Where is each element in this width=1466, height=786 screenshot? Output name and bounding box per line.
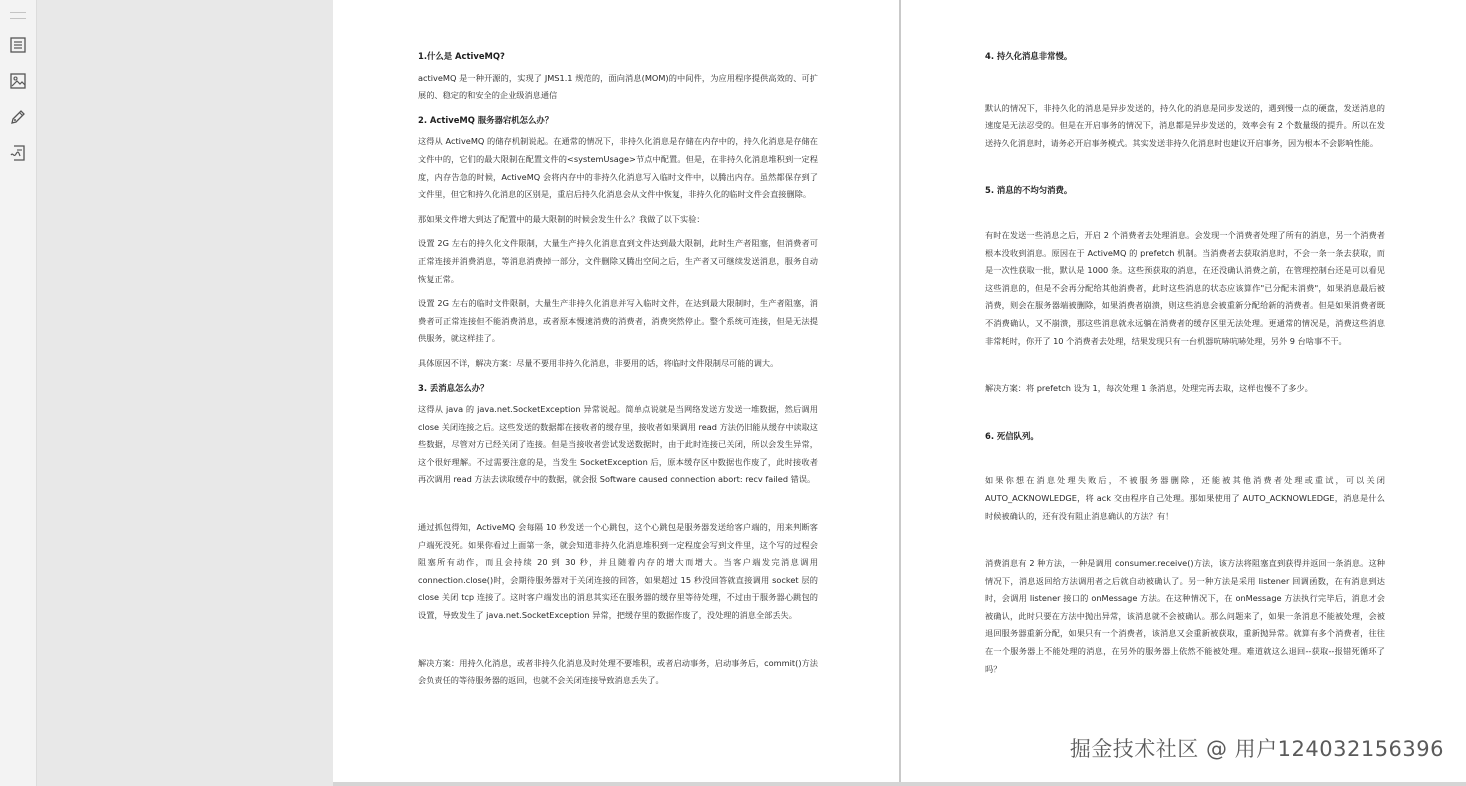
spacer — [418, 496, 818, 519]
spacer — [985, 405, 1385, 428]
section-5-title: 5. 消息的不均匀消费。 — [985, 185, 1073, 196]
section-1-title: 1.什么是 ActiveMQ? — [418, 51, 505, 61]
section-3-paragraph-3: 解决方案：用持久化消息，或者非持久化消息及时处理不要堆积，或者启动事务，启动事务后，commit()方法会负责任的等待服务器的返回，也就不会关闭连接导致消息丢失了。 — [418, 657, 818, 686]
section-2-title: 2. ActiveMQ 服务器宕机怎么办？ — [418, 114, 554, 125]
page-right-content — [985, 48, 1385, 685]
section-6-paragraph-1: 如果你想在消息处理失败后，不被服务器删除，还能被其他消费者处理或重试，可以关闭 AUTO_ACKNOWLEDGE，将 ack 交由程序自己处理。那如果使用了 AUTO_ACKNOWLEDGE，消息是什么时候被确认的，还有没有阻止消息确认的方法？有！ — [985, 475, 1385, 521]
spacer — [985, 532, 1385, 555]
document-page-right — [901, 0, 1466, 782]
spacer — [985, 159, 1385, 182]
page-left-content — [418, 48, 818, 697]
section-2-paragraph-3: 设置 2G 左右的持久化文件限制，大量生产持久化消息直到文件达到最大限制，此时生产者阻塞，但消费者可正常连接并消费消息，等消息消费掉一部分，文件删除又腾出空间之后，生产者又可继续发送消息，服务自动恢复正常。 — [418, 238, 818, 284]
spacer — [985, 449, 1385, 472]
document-page-left — [333, 0, 899, 782]
section-2-paragraph-2: 那如果文件增大到达了配置中的最大限制的时候会发生什么？我做了以下实验： — [418, 213, 705, 224]
section-2-paragraph-1: 这得从 ActiveMQ 的储存机制说起。在通常的情况下，非持久化消息是存储在内存中的，持久化消息是存储在文件中的，它们的最大限制在配置文件的<systemUsage>节点中配置。但是，在非持久化消息堆积到一定程度，内存告急的时候，ActiveMQ 会将内存中的非持久化消息写入临时文件中，以腾出内存。虽然都保存到了文件里，但它和持久化消息的区别是，重启后持久化消息会从文件中恢复，非持久化的临时文件会直接删除。 — [418, 136, 818, 200]
section-5-paragraph-1: 有时在发送一些消息之后，开启 2 个消费者去处理消息。会发现一个消费者处理了所有的消息，另一个消费者根本没收到消息。原因在于 ActiveMQ 的 prefetch 机制。当消费者去获取消息时，不会一条一条去获取，而是一次性获取一批，默认是 1000 条。这些预获取的消息，在还没确认消费之前，在管理控制台还是可以看见这些消息的，但是不会再分配给其他消费者，此时这些消息的状态应该算作"已分配未消费"，如果消息最后被消费，则会在服务器端被删除，如果消费者崩溃，则这些消息会被重新分配给新的消费者。但是如果消费者既不消费确认，又不崩溃，那这些消息就永远躺在消费者的缓存区里无法处理。更通常的情况是，消费这些消息非常耗时，你开了 10 个消费者去处理，结果发现只有一台机器吭哧吭哧处理，另外 9 台啥事不干。 — [985, 229, 1385, 346]
signature-icon[interactable] — [6, 141, 30, 165]
section-4-paragraph: 默认的情况下，非持久化的消息是异步发送的，持久化的消息是同步发送的，遇到慢一点的硬盘，发送消息的速度是无法忍受的。但是在开启事务的情况下，消息都是异步发送的，效率会有 2 个数量级的提升。所以在发送持久化消息时，请务必开启事务模式。其实发送非持久化消息时也建议开启事务，因为根本不会影响性能。 — [985, 102, 1385, 148]
image-icon[interactable] — [6, 69, 30, 93]
annotation-pen-icon[interactable] — [6, 105, 30, 129]
section-1-paragraph: activeMQ 是一种开源的，实现了 JMS1.1 规范的，面向消息(MOM)的中间件，为应用程序提供高效的、可扩展的、稳定的和安全的企业级消息通信 — [418, 72, 818, 101]
spacer — [418, 632, 818, 655]
section-6-paragraph-2: 消费消息有 2 种方法，一种是调用 consumer.receive()方法，该方法将阻塞直到获得并返回一条消息。这种情况下，消息返回给方法调用者之后就自动被确认了。另一种方法是采用 listener 回调函数，在有消息到达时，会调用 listener 接口的 onMessage 方法。在这种情况下，在 onMessage 方法执行完毕后，消息才会被确认，此时只要在方法中抛出异常，该消息就不会被确认。那么问题来了，如果一条消息不能被处理，会被退回服务器重新分配，如果只有一个消费者，该消息又会重新被获取，重新抛异常。就算有多个消费者，往往在一个服务器上不能处理的消息，在另外的服务器上依然不能被处理。难道就这么退回--获取--报错死循环了吗？ — [985, 558, 1385, 674]
section-6-title: 6. 死信队列。 — [985, 430, 1039, 441]
side-toolbar — [0, 0, 37, 786]
section-2-paragraph-4: 设置 2G 左右的临时文件限制，大量生产非持久化消息并写入临时文件，在达到最大限制时，生产者阻塞，消费者可正常连接但不能消费消息，或者原本慢速消费的消费者，消费突然停止。整个系统可连接，但是无法提供服务，就这样挂了。 — [418, 298, 818, 344]
watermark-text: 掘金技术社区 @ 用户124032156396 — [1069, 737, 1444, 761]
toolbar-grip[interactable] — [10, 12, 26, 19]
section-2-paragraph-5: 具体原因不详，解决方案：尽量不要用非持久化消息，非要用的话，将临时文件限制尽可能的调大。 — [418, 357, 779, 368]
section-5-paragraph-2: 解决方案：将 prefetch 设为 1，每次处理 1 条消息，处理完再去取，这样也慢不了多少。 — [985, 383, 1313, 394]
section-3-title: 3. 丢消息怎么办？ — [418, 382, 489, 393]
section-4-title: 4. 持久化消息非常慢。 — [985, 51, 1073, 61]
section-3-paragraph-2: 通过抓包得知，ActiveMQ 会每隔 10 秒发送一个心跳包，这个心跳包是服务器发送给客户端的，用来判断客户端死没死。如果你看过上面第一条，就会知道非持久化消息堆积到一定程度会写到文件里，这个写的过程会阻塞所有动作，而且会持续 20 到 30 秒，并且随着内存的增大而增大。当客户端发完消息调用 connection.close()时，会期待服务器对于关闭连接的回答，如果超过 15 秒没回答就直接调用 socket 层的 close 关闭 tcp 连接了。这时客户端发出的消息其实还在服务器的缓存里等待处理，不过由于服务器心跳包的设置，导致发生了 java.net.SocketException 异常，把缓存里的数据作废了，没处理的消息全部丢失。 — [418, 522, 818, 621]
outline-icon[interactable] — [6, 33, 30, 57]
viewer-bottom-edge — [333, 782, 1466, 786]
section-3-paragraph-1: 这得从 java 的 java.net.SocketException 异常说起。简单点说就是当网络发送方发送一堆数据，然后调用 close 关闭连接之后。这些发送的数据都在接收者的缓存里，接收者如果调用 read 方法仍旧能从缓存中读取这些数据，尽管对方已经关闭了连接。但是当接收者尝试发送数据时，由于此时连接已关闭，所以会发生异常，这个很好理解。不过需要注意的是，当发生 SocketException 后，原本缓存区中数据也作废了，此时接收者再次调用 read 方法去读取缓存中的数据，就会报 Software caused connection abort: recv failed 错误。 — [418, 404, 818, 485]
spacer — [985, 70, 1385, 100]
viewer-background — [37, 0, 333, 786]
spacer — [985, 357, 1385, 380]
spacer — [985, 204, 1385, 227]
